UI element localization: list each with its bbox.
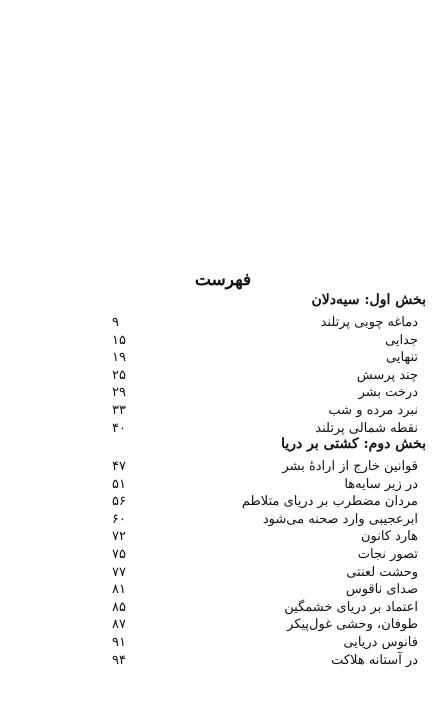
toc-entry-title: صدای ناقوس: [345, 582, 418, 598]
toc-entry-title: تنهایی: [386, 350, 418, 366]
toc-entry[interactable]: [0, 600, 446, 618]
toc-page-number: ۷۵: [112, 547, 126, 562]
toc-page-number: ۹۱: [112, 635, 126, 650]
toc-page-number: ۵۱: [112, 476, 126, 492]
toc-page-number: ۱۵: [112, 332, 126, 348]
toc-entry-title: در زیر سایه‌ها: [344, 476, 418, 492]
toc-entry-title: دماغه چوبی پرتلند: [320, 315, 418, 330]
toc-page-number: ۲۵: [112, 367, 126, 383]
toc-entry[interactable]: [0, 547, 446, 565]
toc-entry-title: اعتماد بر دریای خشمگین: [284, 599, 418, 615]
toc-entry-title: هارد کانون: [360, 529, 418, 545]
section-heading: بخش دوم: کشتی بر دریا: [281, 436, 426, 452]
toc-entry[interactable]: [0, 565, 446, 583]
toc-entry-title: قوانین خارج از ارادهٔ بشر: [282, 459, 418, 474]
toc-page-number: ۸۵: [112, 599, 126, 615]
toc-page-number: ۴۰: [112, 420, 126, 436]
toc-entry[interactable]: [0, 617, 446, 635]
toc-entry-title: تصور نجات: [357, 547, 418, 562]
toc-entry-title: نبرد مرده و شب: [328, 403, 418, 418]
toc-entry[interactable]: [0, 315, 446, 333]
toc-entry[interactable]: [0, 512, 446, 530]
toc-title: فهرست: [194, 270, 252, 290]
toc-entry[interactable]: [0, 350, 446, 368]
toc-entry-title: وحشت لعنتی: [346, 564, 418, 580]
toc-entry-title: چند پرسش: [356, 367, 418, 383]
toc-page-number: ۹۴: [112, 652, 126, 668]
toc-entry-title: فانوس دریایی: [343, 635, 418, 650]
toc-page-number: ۲۹: [112, 385, 126, 401]
toc-entry[interactable]: [0, 368, 446, 386]
toc-entry[interactable]: [0, 494, 446, 512]
toc-page-number: ۸۷: [112, 617, 126, 633]
toc-page-number: ۴۷: [112, 459, 126, 474]
toc-entry[interactable]: [0, 403, 446, 421]
toc-page-number: ۳۳: [112, 403, 126, 418]
toc-entry-title: درخت بشر: [358, 385, 418, 401]
toc-page-number: ۷۲: [112, 529, 126, 545]
toc-page-number: ۷۷: [112, 564, 126, 580]
toc-entry[interactable]: [0, 385, 446, 403]
toc-page-number: ۸۱: [112, 582, 126, 598]
toc-entry-title: نقطه شمالی پرتلند: [315, 420, 418, 436]
toc-entry[interactable]: [0, 582, 446, 600]
toc-entry[interactable]: [0, 459, 446, 477]
section-heading: بخش اول: سیه‌دلان: [311, 292, 426, 308]
toc-page-number: ۱۹: [112, 350, 126, 366]
toc-entry-title: در آستانه هلاکت: [331, 652, 418, 668]
toc-entry-title: مردان مضطرب بر دریای متلاطم: [241, 494, 418, 510]
toc-entry[interactable]: [0, 653, 446, 671]
toc-entry-title: ابرعجیبی وارد صحنه می‌شود: [262, 511, 418, 527]
toc-entry[interactable]: [0, 477, 446, 495]
toc-page-number: ۹: [112, 315, 119, 330]
toc-entry-title: جدایی: [385, 332, 418, 348]
toc-page-number: ۵۶: [112, 494, 126, 510]
toc-entry[interactable]: [0, 529, 446, 547]
toc-entry[interactable]: [0, 333, 446, 351]
toc-entry[interactable]: [0, 635, 446, 653]
toc-page-number: ۶۰: [112, 511, 126, 527]
toc-entry-title: طوفان، وحشی غول‌پیکر: [287, 617, 418, 633]
